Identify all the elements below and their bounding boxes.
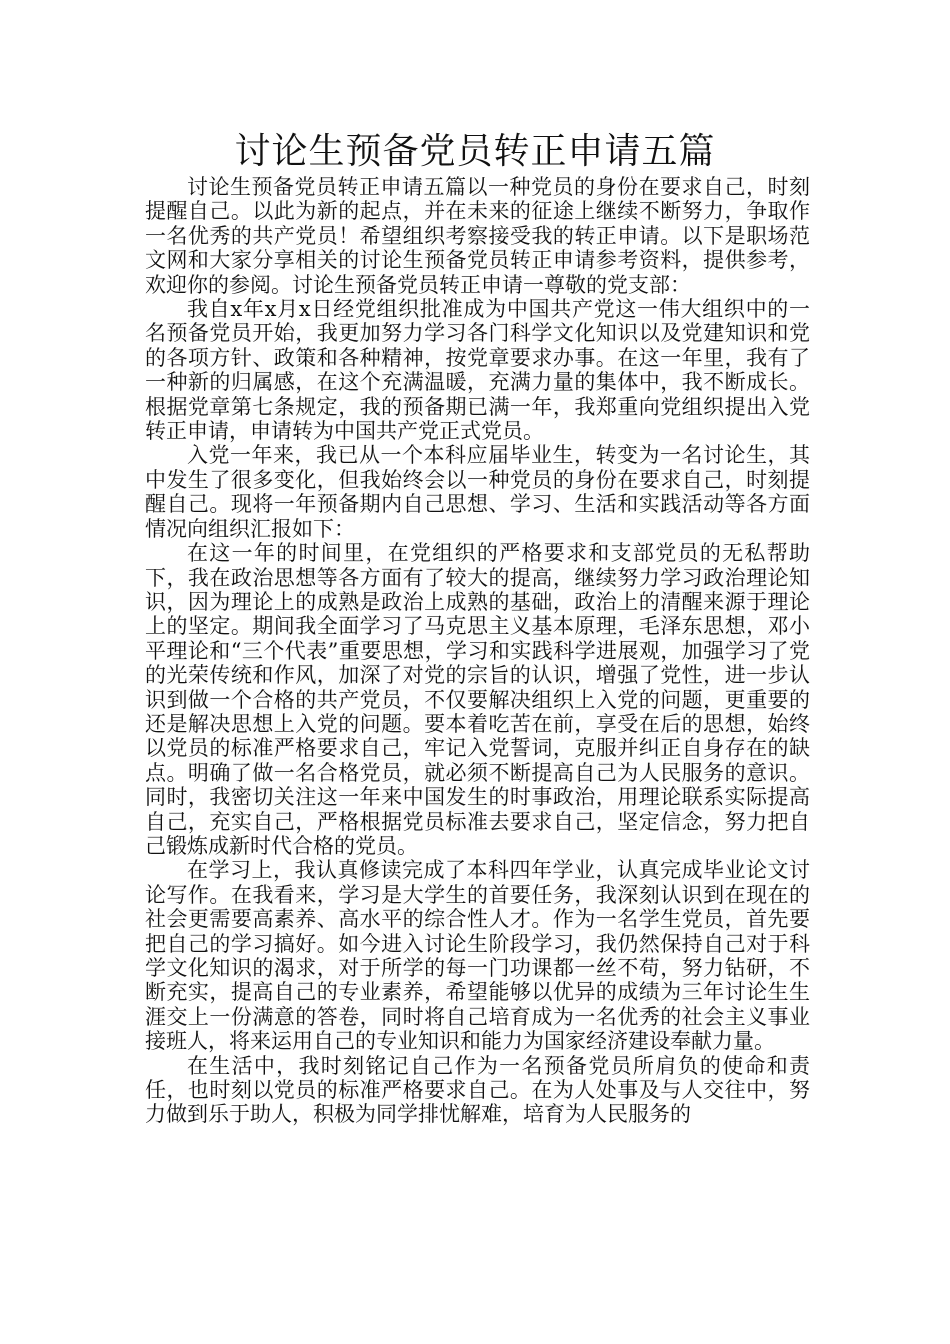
paragraph-study: 在学习上，我认真修读完成了本科四年学业，认真完成毕业论文讨论写作。在我看来，学习是大学生的首要任务，我深刻认识到在现在的社会更需要高素养、高水平的综合性人才。作为一名学生党员，首先要把自己的学习搞好。如今进入讨论生阶段学习，我仍然保持自己对于科学文化知识的渴求，对于所学的每一门功课都一丝不苟，努力钻研，不断充实，提高自己的专业素养，希望能够以优异的成绩为三年讨论生生涯交上一份满意的答卷，同时将自己培育成为一名优秀的社会主义事业接班人，将来运用自己的专业知识和能力为国家经济建设奉献力量。 xyxy=(145,858,810,1054)
paragraph-overview: 入党一年来，我已从一个本科应届毕业生，转变为一名讨论生，其中发生了很多变化，但我始终会以一种党员的身份在要求自己，时刻提醒自己。现将一年预备期内自己思想、学习、生活和实践活动等各方面情况向组织汇报如下： xyxy=(145,443,810,541)
paragraph-intro: 讨论生预备党员转正申请五篇以一种党员的身份在要求自己，时刻提醒自己。以此为新的起点，并在未来的征途上继续不断努力，争取作一名优秀的共产党员！希望组织考察接受我的转正申请。以下是职场范文网和大家分享相关的讨论生预备党员转正申请参考资料，提供参考，欢迎你的参阅。讨论生预备党员转正申请一尊敬的党支部： xyxy=(145,175,810,297)
paragraph-life: 在生活中，我时刻铭记自己作为一名预备党员所肩负的使命和责任，也时刻以党员的标准严格要求自己。在为人处事及与人交往中，努力做到乐于助人，积极为同学排忧解难，培育为人民服务的 xyxy=(145,1053,810,1127)
paragraph-approval: 我自x年x月x日经党组织批准成为中国共产党这一伟大组织中的一名预备党员开始，我更加努力学习各门科学文化知识以及党建知识和党的各项方针、政策和各种精神，按党章要求办事。在这一年里，我有了一种新的归属感，在这个充满温暖，充满力量的集体中，我不断成长。根据党章第七条规定，我的预备期已满一年，我郑重向党组织提出入党转正申请，申请转为中国共产党正式党员。 xyxy=(145,297,810,444)
paragraph-politics: 在这一年的时间里，在党组织的严格要求和支部党员的无私帮助下，我在政治思想等各方面有了较大的提高，继续努力学习政治理论知识，因为理论上的成熟是政治上成熟的基础，政治上的清醒来源于理论上的坚定。期间我全面学习了马克思主义基本原理，毛泽东思想，邓小平理论和“三个代表”重要思想，学习和实践科学进展观，加强学习了党的光荣传统和作风，加深了对党的宗旨的认识，增强了党性，进一步认识到做一个合格的共产党员，不仅要解决组织上入党的问题，更重要的还是解决思想上入党的问题。要本着吃苦在前，享受在后的思想，始终以党员的标准严格要求自己，牢记入党誓词，克服并纠正自身存在的缺点。明确了做一名合格党员，就必须不断提高自己为人民服务的意识。同时，我密切关注这一年来中国发生的时事政治，用理论联系实际提高自己，充实自己，严格根据党员标准去要求自己，坚定信念，努力把自己锻炼成新时代合格的党员。 xyxy=(145,541,810,858)
document-title: 讨论生预备党员转正申请五篇 xyxy=(234,131,716,172)
document-body xyxy=(145,175,810,1127)
